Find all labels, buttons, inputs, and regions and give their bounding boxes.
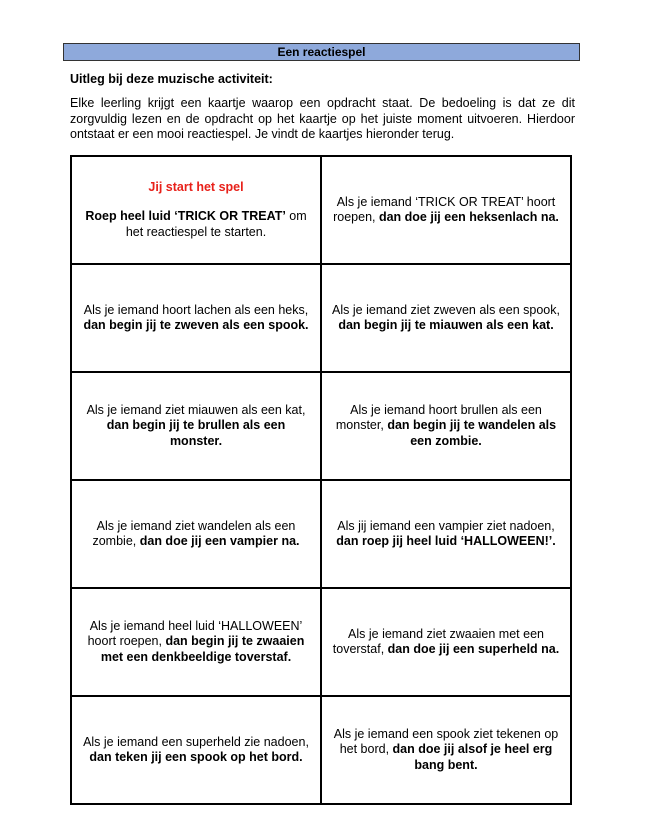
card: Als je iemand ziet miauwen als een kat, dan begin jij te brullen als een monster. [71,372,321,480]
card: Als je iemand ziet zwaaien met een toverstaf, dan doe jij een superheld na. [321,588,571,696]
card: Als je iemand ziet zweven als een spook, dan begin jij te miauwen als een kat. [321,264,571,372]
section-subtitle: Uitleg bij deze muzische activiteit: [70,72,273,86]
card: Als je iemand ‘TRICK OR TREAT’ hoort roepen, dan doe jij een heksenlach na. [321,156,571,264]
card: Als je iemand ziet wandelen als een zombie, dan doe jij een vampier na. [71,480,321,588]
card: Als je iemand een spook ziet tekenen op het bord, dan doe jij alsof je heel erg bang bent. [321,696,571,804]
card: Als je iemand een superheld zie nadoen, dan teken jij een spook op het bord. [71,696,321,804]
card-start [71,156,321,264]
card: Als je iemand heel luid ‘HALLOWEEN’ hoort roepen, dan begin jij te zwaaien met een denkbeeldige toverstaf. [71,588,321,696]
intro-paragraph: Elke leerling krijgt een kaartje waarop een opdracht staat. De bedoeling is dat ze dit zorgvuldig lezen en de opdracht op het kaartje op het juiste moment uitvoeren. Hierdoor ontstaat er een mooi reactiespel. Je vindt de kaartjes hieronder terug. [70,96,575,141]
card: Als je iemand hoort lachen als een heks, dan begin jij te zweven als een spook. [71,264,321,372]
card-grid [70,155,572,805]
page-title: Een reactiespel [63,43,580,61]
card: Als jij iemand een vampier ziet nadoen, dan roep jij heel luid ‘HALLOWEEN!’. [321,480,571,588]
card-text: Roep heel luid ‘TRICK OR TREAT’ om het reactiespel te starten. [85,209,307,239]
card: Als je iemand hoort brullen als een monster, dan begin jij te wandelen als een zombie. [321,372,571,480]
start-heading: Jij start het spel [148,179,244,194]
